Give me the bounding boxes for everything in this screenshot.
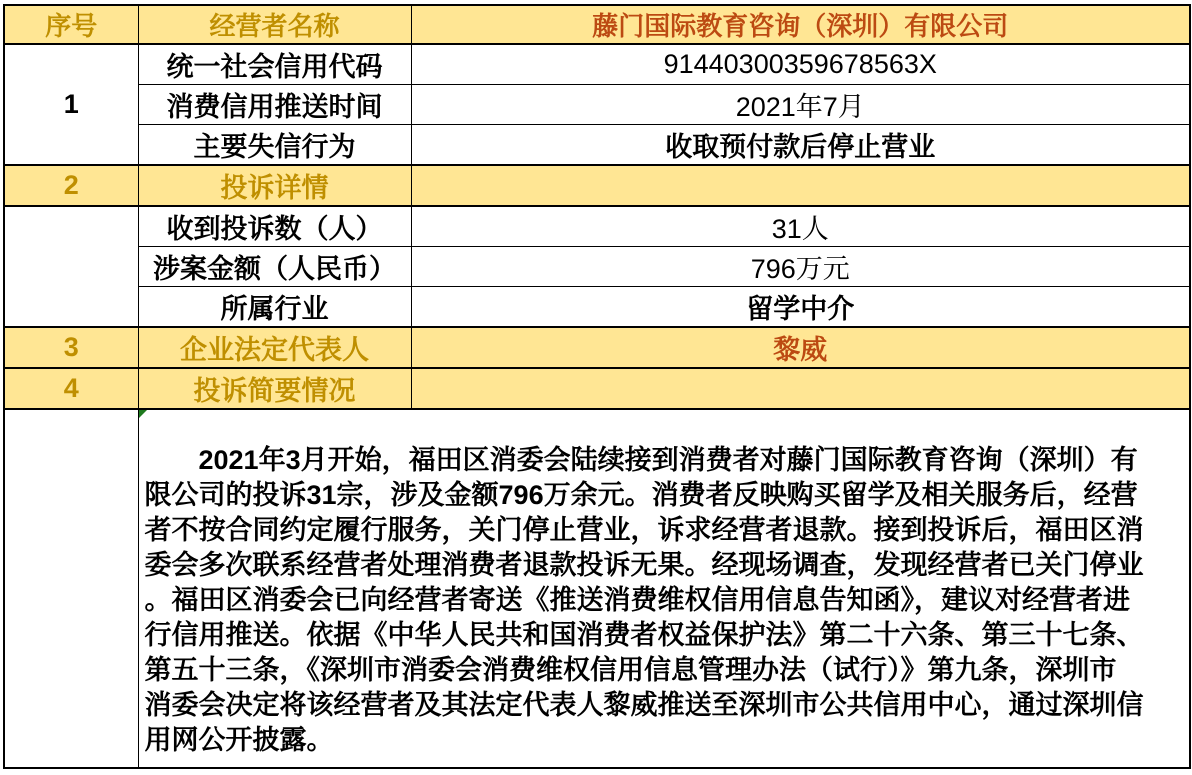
paragraph-line: 限公司的投诉31宗，涉及金额796万余元。消费者反映购买留学及相关服务后，经营 bbox=[144, 480, 1138, 510]
field-value-credit-code: 91440300359678563X bbox=[411, 44, 1190, 85]
row-index-3: 3 bbox=[4, 327, 138, 368]
paragraph-line: 。福田区消委会已向经营者寄送《推送消费维权信用信息告知函》，建议对经营者进 bbox=[144, 585, 1130, 615]
field-value-complaint-count: 31人 bbox=[411, 206, 1190, 247]
empty-cell bbox=[411, 165, 1190, 206]
header-index-label: 序号 bbox=[4, 5, 138, 44]
field-value-legal-representative: 黎威 bbox=[411, 327, 1190, 368]
field-label-amount-involved: 涉案金额（人民币） bbox=[138, 247, 411, 287]
table-row bbox=[4, 85, 1190, 125]
excel-error-indicator-icon bbox=[139, 410, 147, 418]
empty-cell bbox=[411, 368, 1190, 409]
table-row bbox=[4, 44, 1190, 85]
paragraph-line: 委会多次联系经营者处理消费者退款投诉无果。经现场调查，发现经营者已关门停业 bbox=[144, 550, 1144, 580]
section-title-row bbox=[4, 165, 1190, 206]
field-label-dishonest-behavior: 主要失信行为 bbox=[138, 125, 411, 166]
table-row bbox=[4, 247, 1190, 287]
paragraph-line: 用网公开披露。 bbox=[144, 725, 334, 755]
row-index-4: 4 bbox=[4, 368, 138, 409]
field-value-dishonest-behavior: 收取预付款后停止营业 bbox=[411, 125, 1190, 166]
table-header-row bbox=[4, 5, 1190, 44]
table-row bbox=[4, 125, 1190, 166]
table-row bbox=[4, 287, 1190, 328]
row-index-2: 2 bbox=[4, 165, 138, 206]
empty-index-cell bbox=[4, 409, 138, 768]
field-label-credit-code: 统一社会信用代码 bbox=[138, 44, 411, 85]
paragraph-line: 者不按合同约定履行服务，关门停止营业，诉求经营者退款。接到投诉后，福田区消 bbox=[144, 515, 1144, 545]
complaint-summary-row bbox=[4, 409, 1190, 768]
field-value-industry: 留学中介 bbox=[411, 287, 1190, 328]
section-title-row bbox=[4, 368, 1190, 409]
company-name: 藤门国际教育咨询（深圳）有限公司 bbox=[411, 5, 1190, 44]
field-label-industry: 所属行业 bbox=[138, 287, 411, 328]
section-title-complaint-summary: 投诉简要情况 bbox=[138, 368, 411, 409]
field-value-push-date: 2021年7月 bbox=[411, 85, 1190, 125]
empty-index-cell bbox=[4, 206, 138, 327]
legal-representative-row bbox=[4, 327, 1190, 368]
field-value-amount-involved: 796万元 bbox=[411, 247, 1190, 287]
field-label-complaint-count: 收到投诉数（人） bbox=[138, 206, 411, 247]
table-row bbox=[4, 206, 1190, 247]
paragraph-line: 2021年3月开始，福田区消委会陆续接到消费者对藤门国际教育咨询（深圳）有 bbox=[198, 445, 1138, 475]
field-label-push-date: 消费信用推送时间 bbox=[138, 85, 411, 125]
header-operator-name-label: 经营者名称 bbox=[138, 5, 411, 44]
complaint-summary-cell bbox=[138, 409, 1190, 768]
paragraph-line: 消委会决定将该经营者及其法定代表人黎威推送至深圳市公共信用中心，通过深圳信 bbox=[144, 690, 1144, 720]
row-index-1: 1 bbox=[4, 44, 138, 165]
section-title-complaint-details: 投诉详情 bbox=[138, 165, 411, 206]
paragraph-line: 第五十三条，《深圳市消委会消费维权信用信息管理办法（试行）》第九条，深圳市 bbox=[144, 655, 1117, 685]
field-label-legal-representative: 企业法定代表人 bbox=[138, 327, 411, 368]
paragraph-line: 行信用推送。依据《中华人民共和国消费者权益保护法》第二十六条、第三十七条、 bbox=[144, 620, 1144, 650]
complaint-disclosure-table bbox=[3, 4, 1191, 769]
